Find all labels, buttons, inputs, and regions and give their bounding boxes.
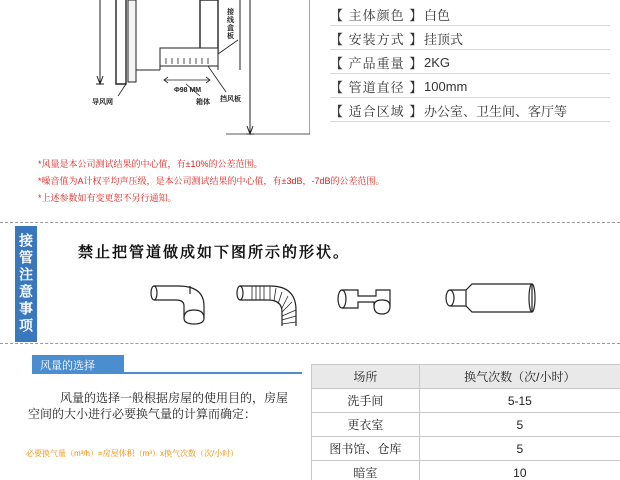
table-row xyxy=(312,437,620,461)
notes xyxy=(38,156,598,207)
spec-key: 【 产品重量 】 xyxy=(330,55,424,71)
airflow-formula: 必要换气量（m³/h）=房屋体积（m³）x换气次数（次/小时） xyxy=(26,449,239,458)
spec-row xyxy=(330,98,610,122)
table-cell-place: 图书馆、仓库 xyxy=(312,437,420,461)
note-noise: *噪音值为A计权平均声压级，是本公司测试结果的中心值，有±3dB，-7dB的公差范围。 xyxy=(38,176,385,186)
note-change: *上述参数如有变更恕不另行通知。 xyxy=(38,193,177,203)
ventilation-rate-table xyxy=(311,364,620,480)
table-header-rate: 换气次数（次/小时） xyxy=(419,365,620,389)
spec-value: 2KG xyxy=(424,54,451,70)
airflow-header-label: 风量的选择 xyxy=(40,360,95,372)
spec-key: 【 适合区域 】 xyxy=(330,103,424,119)
spec-value: 挂顶式 xyxy=(424,31,464,47)
table-cell-rate: 10 xyxy=(419,461,620,480)
install-title: 禁止把管道做成如下图所示的形状。 xyxy=(78,244,351,261)
baffle-label: 挡风板 xyxy=(220,96,241,103)
table-row xyxy=(312,413,620,437)
spec-row xyxy=(330,50,610,74)
table-row xyxy=(312,461,620,480)
note-airflow: *风量是本公司测试结果的中心值，有±10%的公差范围。 xyxy=(38,159,263,169)
diameter-label: Φ98 MM xyxy=(174,87,202,94)
table-cell-place: 更衣室 xyxy=(312,413,420,437)
table-row xyxy=(312,389,620,413)
installation-drawing xyxy=(0,0,310,138)
install-side-tab xyxy=(15,226,37,342)
table-cell-rate: 5 xyxy=(419,437,620,461)
forbidden-pipe-shapes xyxy=(120,266,560,328)
fan-dimension-drawing xyxy=(0,0,310,138)
spec-row xyxy=(330,26,610,50)
spec-key: 【 管道直径 】 xyxy=(330,79,424,95)
airflow-paragraph: 风量的选择一般根据房屋的使用目的，房屋空间的大小进行必要换气量的计算而确定： xyxy=(28,391,289,421)
spec-key: 【 主体颜色 】 xyxy=(330,7,424,23)
install-side-title: 接管注意事项 xyxy=(18,233,34,335)
spec-row xyxy=(330,2,610,26)
table-header-row xyxy=(312,365,620,389)
panel-label: 接线盒板 xyxy=(226,8,234,40)
table-header-place: 场所 xyxy=(312,365,420,389)
divider xyxy=(0,222,620,223)
divider xyxy=(0,343,620,344)
divider xyxy=(32,372,302,374)
spec-list xyxy=(330,2,610,122)
table-cell-place: 洗手间 xyxy=(312,389,420,413)
pipe-label: 箱体 xyxy=(196,99,210,106)
guide-label: 导风网 xyxy=(92,99,113,106)
u-bend-pipe-icon xyxy=(151,286,204,324)
spec-key: 【 安装方式 】 xyxy=(330,31,424,47)
table-cell-rate: 5 xyxy=(419,413,620,437)
table-cell-rate: 5-15 xyxy=(419,389,620,413)
airflow-header xyxy=(32,355,302,373)
spec-row xyxy=(330,74,610,98)
spec-value: 白色 xyxy=(424,7,451,23)
spec-value: 100mm xyxy=(424,78,468,94)
flex-bend-pipe-icon xyxy=(237,286,296,326)
airflow-header-bar xyxy=(32,355,124,373)
table-cell-place: 暗室 xyxy=(312,461,420,480)
reducer-pipe-icon xyxy=(446,284,535,312)
spec-value: 办公室、卫生间、客厅等 xyxy=(424,103,568,119)
step-pipe-icon xyxy=(338,290,390,314)
divider xyxy=(330,121,610,122)
